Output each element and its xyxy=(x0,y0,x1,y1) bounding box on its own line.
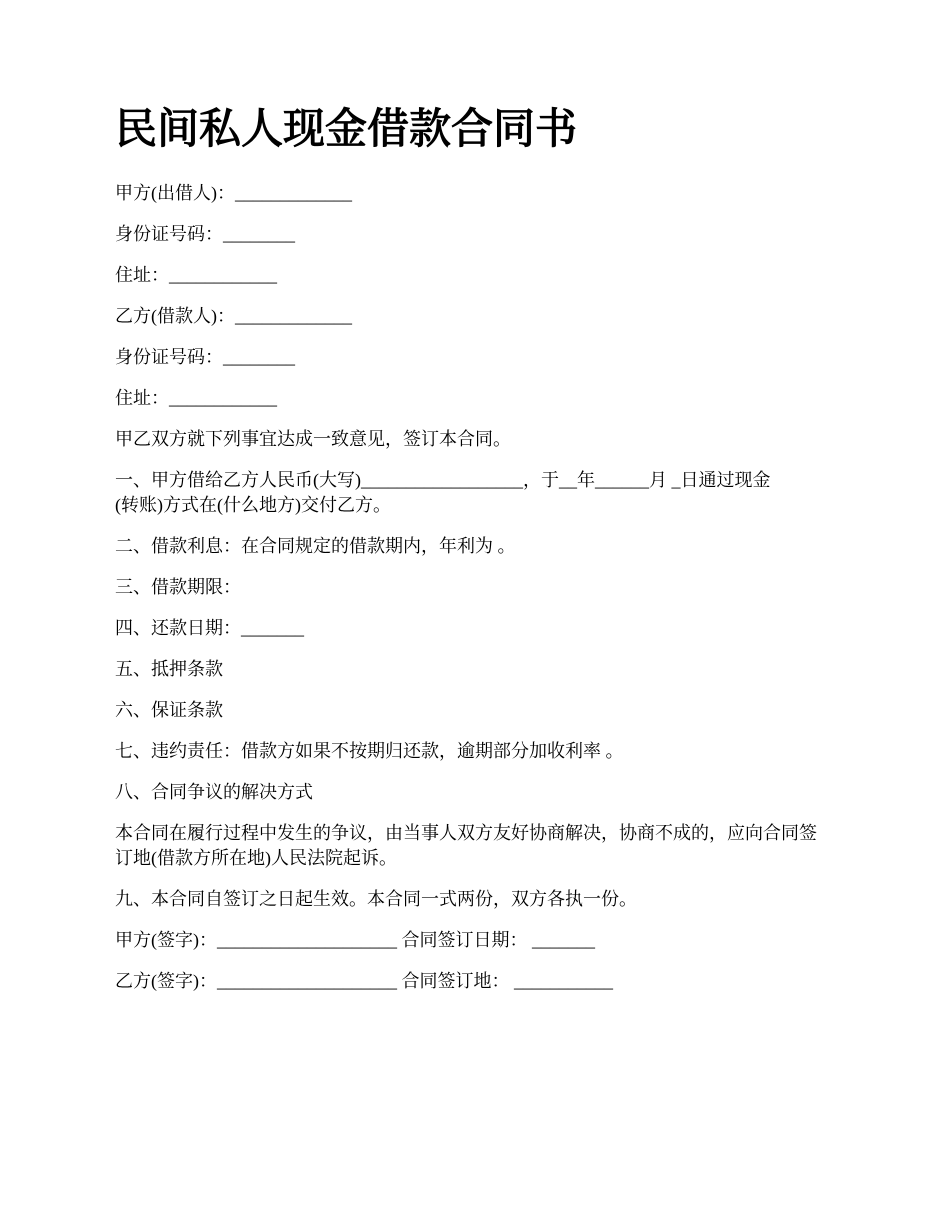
party-b-address-line: 住址：____________ xyxy=(115,387,277,408)
clause-8-dispute-resolution-body xyxy=(115,821,825,871)
clause-9-effectiveness: 九、本合同自签订之日起生效。本合同一式两份，双方各执一份。 xyxy=(115,888,637,909)
party-a-id-line: 身份证号码：________ xyxy=(115,223,295,244)
clause-2-interest: 二、借款利息：在合同规定的借款期内，年利为 。 xyxy=(115,535,516,556)
clause-8-body-line-2: 订地(借款方所在地)人民法院起诉。 xyxy=(115,847,397,868)
clause-6-guarantee: 六、保证条款 xyxy=(115,699,223,720)
clause-8-dispute-resolution-heading: 八、合同争议的解决方式 xyxy=(115,781,313,802)
contract-preamble: 甲乙双方就下列事宜达成一致意见，签订本合同。 xyxy=(115,428,511,449)
party-a-signature-line: 甲方(签字)：____________________ 合同签订日期： _______ xyxy=(115,929,595,950)
party-a-name-line: 甲方(出借人)：_____________ xyxy=(115,182,352,203)
clause-3-term: 三、借款期限： xyxy=(115,576,241,597)
clause-1-line-2: (转账)方式在(什么地方)交付乙方。 xyxy=(115,494,391,515)
party-b-name-line: 乙方(借款人)：_____________ xyxy=(115,305,352,326)
party-a-address-line: 住址：____________ xyxy=(115,264,277,285)
clause-8-body-line-1: 本合同在履行过程中发生的争议，由当事人双方友好协商解决，协商不成的，应向合同签 xyxy=(115,822,817,843)
clause-4-repayment-date: 四、还款日期：_______ xyxy=(115,617,304,638)
clause-1-line-1: 一、甲方借给乙方人民币(大写)__________________，于__年______月 _日通过现金 xyxy=(115,469,771,490)
party-b-signature-line: 乙方(签字)：____________________ 合同签订地： ___________ xyxy=(115,970,613,991)
clause-7-breach-liability: 七、违约责任：借款方如果不按期归还款，逾期部分加收利率 。 xyxy=(115,740,624,761)
party-b-id-line: 身份证号码：________ xyxy=(115,346,295,367)
clause-1-loan-amount xyxy=(115,468,825,518)
contract-title: 民间私人现金借款合同书 xyxy=(115,107,578,153)
clause-5-mortgage: 五、抵押条款 xyxy=(115,658,223,679)
